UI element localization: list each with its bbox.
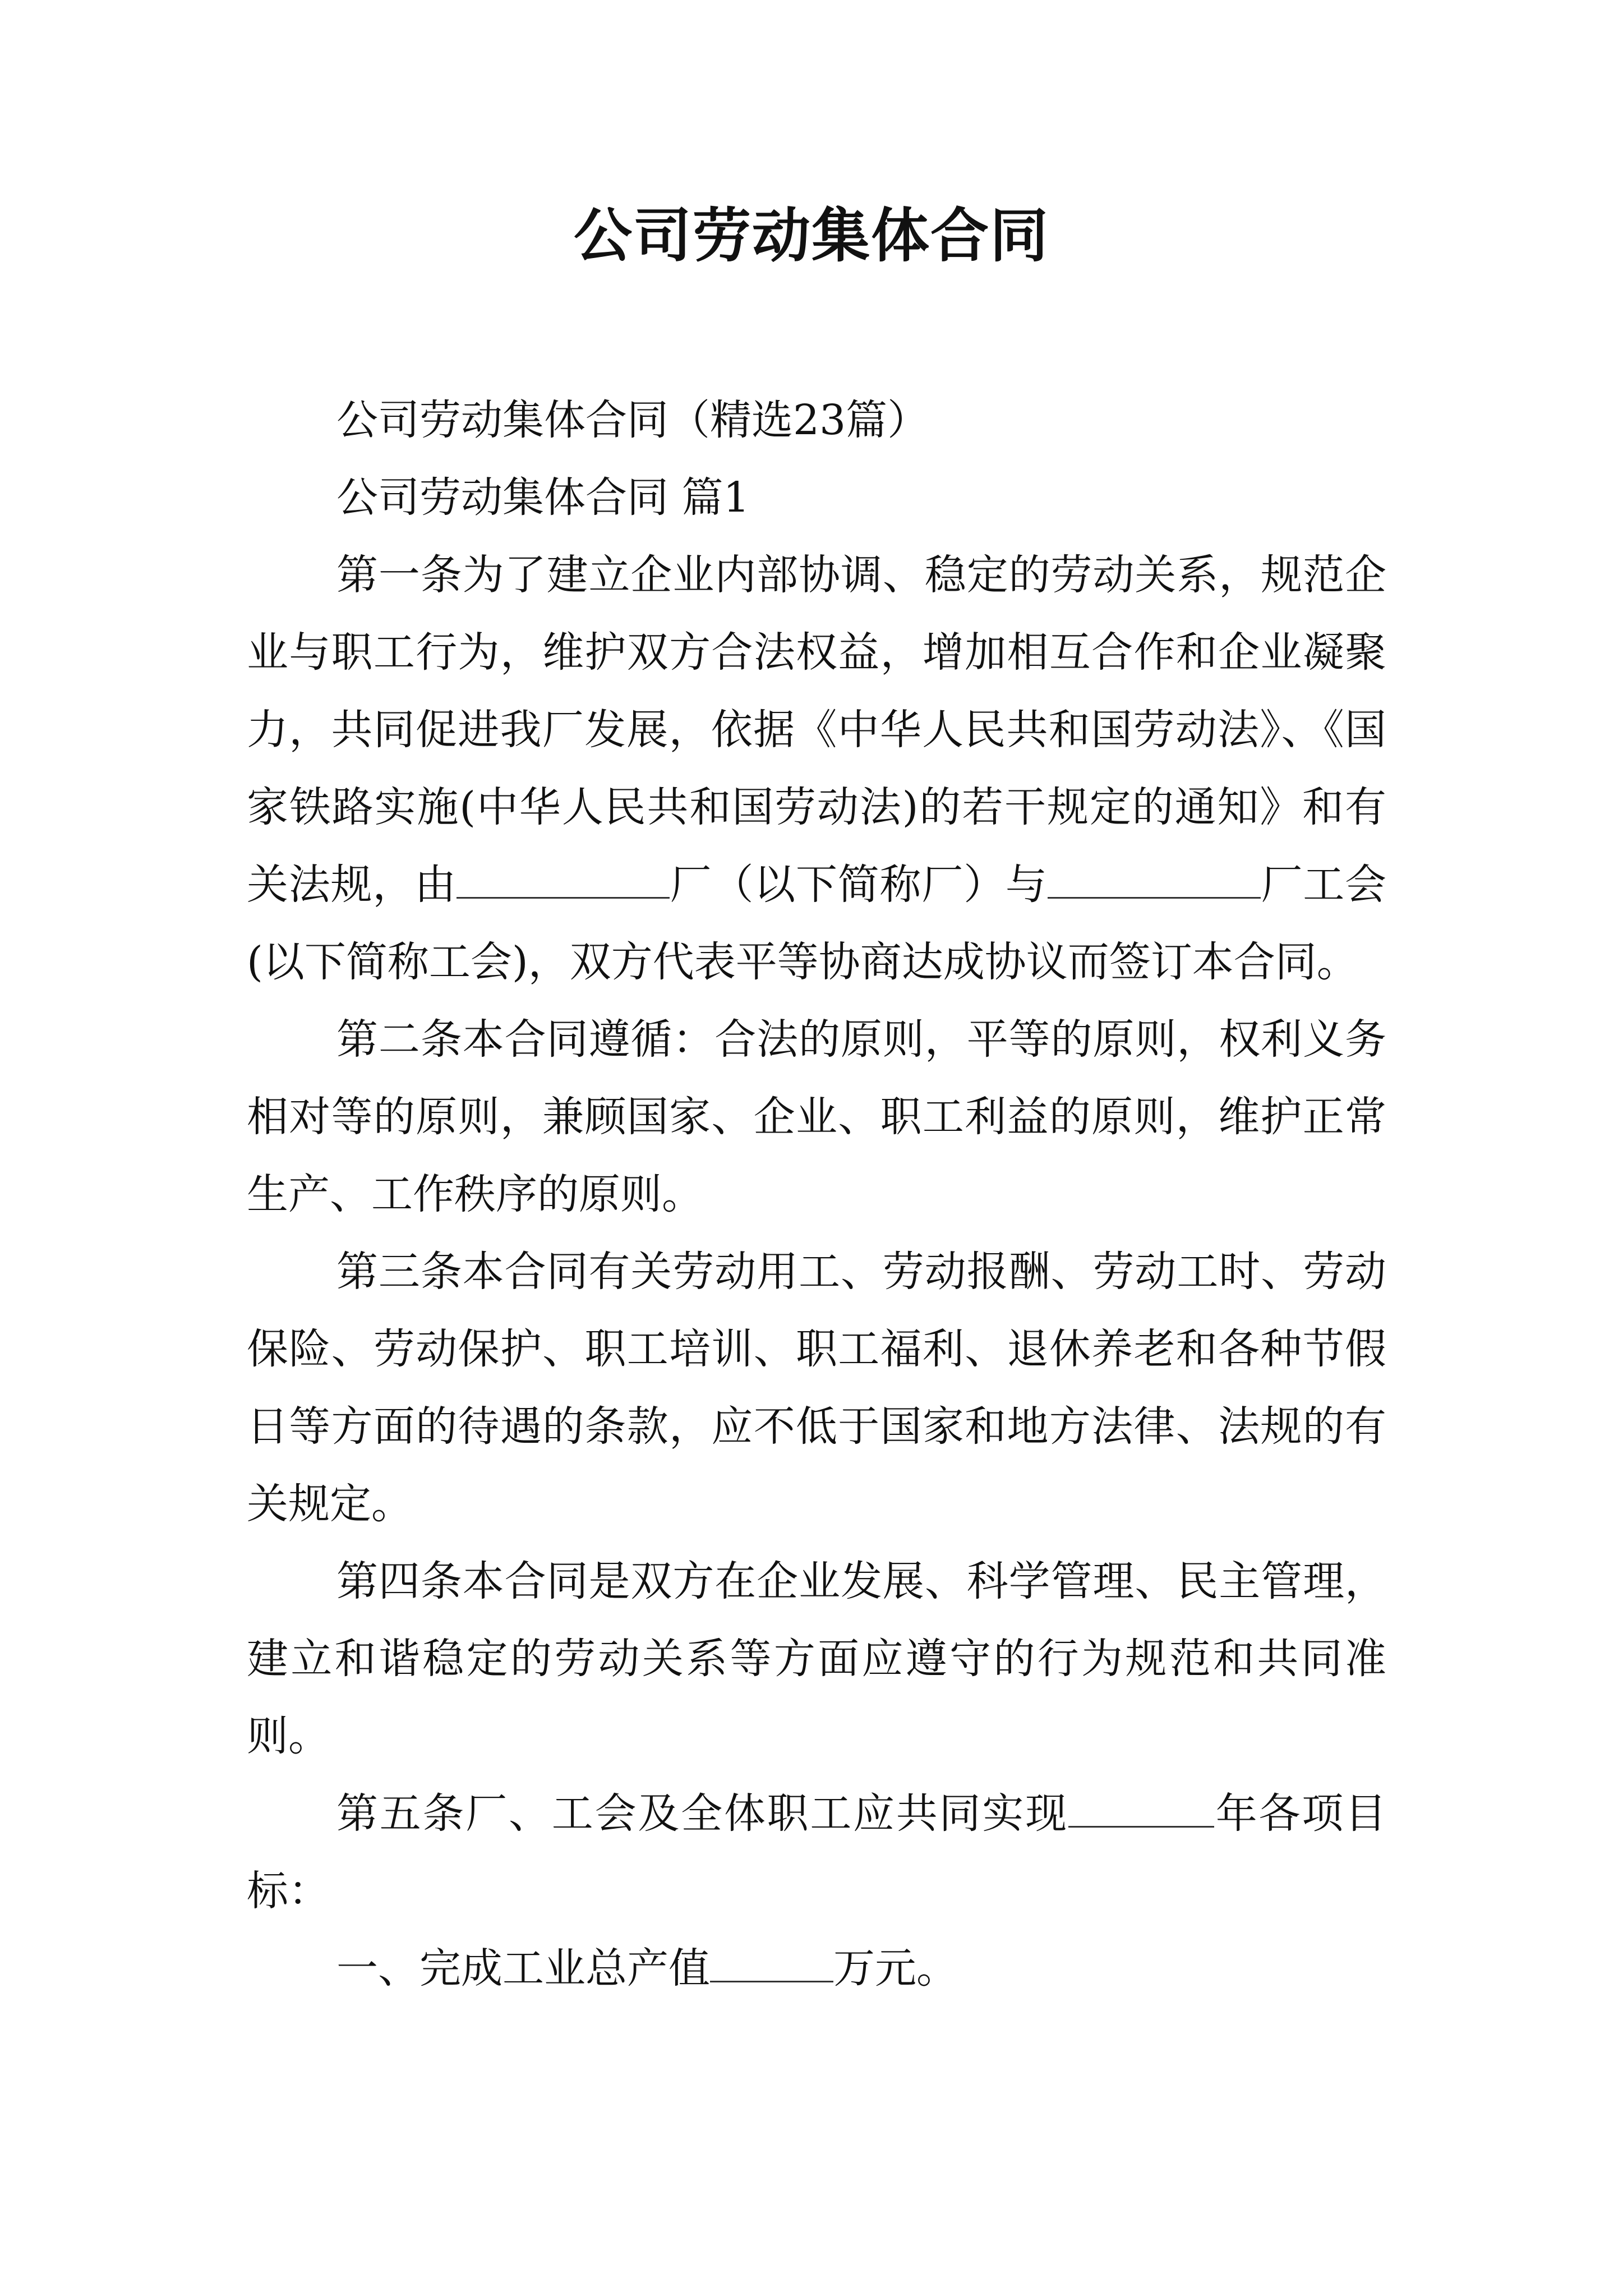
section-heading: 公司劳动集体合同 篇1 [336, 473, 750, 522]
item-1-text-a: 一、完成工业总产值 [336, 1944, 710, 1993]
article-3: 第三条本合同有关劳动用工、劳动报酬、劳动工时、劳动保险、劳动保护、职工培训、职工福利、退休养老和各种节假日等方面的待遇的条款，应不低于国家和地方法律、法规的有关规定。 [247, 1248, 1386, 1528]
document-body [247, 381, 1386, 2007]
article-4: 第四条本合同是双方在企业发展、科学管理、民主管理，建立和谐稳定的劳动关系等方面应遵守的行为规范和共同准则。 [247, 1557, 1386, 1760]
article-1-text-a: 第一条为了建立企业内部协调、稳定的劳动关系，规范企业与职工行为，维护双方合法权益，增加相互合作和企业凝聚力，共同促进我厂发展，依据《中华人民共和国劳动法》、《国家铁路实施(中华人民共和国劳动法)的若干规定的通知》和有关法规，由 [247, 551, 1386, 909]
fill-blank-year[interactable] [1068, 1789, 1214, 1828]
fill-blank-factory-name[interactable] [457, 860, 670, 899]
item-1 [247, 1930, 1386, 2007]
subtitle-line: 公司劳动集体合同（精选23篇） [336, 396, 929, 444]
fill-blank-union-name[interactable] [1048, 860, 1261, 899]
article-5-text-a: 第五条厂、工会及全体职工应共同实现 [336, 1789, 1068, 1838]
document-title: 公司劳动集体合同 [573, 201, 1049, 270]
article-2: 第二条本合同遵循：合法的原则，平等的原则，权利义务相对等的原则，兼顾国家、企业、职工利益的原则，维护正常生产、工作秩序的原则。 [247, 1015, 1386, 1218]
article-5-text-b: 年各项目标： [247, 1789, 1387, 1915]
article-5 [247, 1775, 1386, 1930]
article-1 [247, 536, 1386, 1001]
article-1-text-b: 厂（以下简称厂）与 [669, 861, 1048, 909]
fill-blank-output-value[interactable] [710, 1944, 833, 1982]
item-1-text-b: 万元。 [833, 1944, 958, 1993]
article-1-text-c: 厂工会(以下简称工会)，双方代表平等协商达成协议而签订本合同。 [247, 861, 1387, 986]
